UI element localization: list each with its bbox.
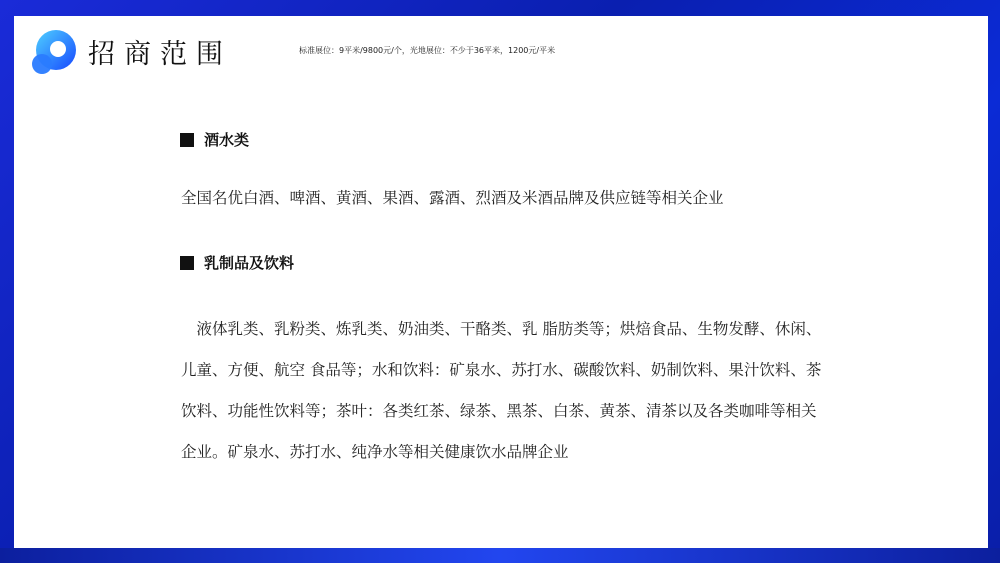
section-heading-label: 酒水类 (204, 131, 250, 149)
slide-frame (14, 16, 988, 548)
paragraph-line: 饮料、功能性饮料等；茶叶：各类红茶、绿茶、黑茶、白茶、黄茶、清茶以及各类咖啡等相关 (181, 402, 817, 420)
section-content-liquor: 全国名优白酒、啤酒、黄酒、果酒、露酒、烈酒及米酒品牌及供应链等相关企业 (181, 189, 724, 207)
page-title: 招商范围 (88, 39, 232, 70)
paragraph-line: 企业。矿泉水、苏打水、纯净水等相关健康饮水品牌企业 (181, 443, 569, 461)
paragraph-line: 液体乳类、乳粉类、炼乳类、奶油类、干酪类、乳 脂肪类等；烘焙食品、生物发酵、休闲、 (181, 320, 822, 338)
section-heading-dairy (180, 252, 294, 273)
section-heading-label: 乳制品及饮料 (204, 254, 295, 272)
paragraph-line: 儿童、方便、航空 食品等；水和饮料：矿泉水、苏打水、碳酸饮料、奶制饮料、果汁饮料、茶 (181, 361, 822, 379)
page-subtitle: 标准展位：9平米/9800元/个，光地展位：不少于36平米，1200元/平米 (299, 46, 556, 55)
bullet-square-icon (180, 256, 194, 270)
section-heading-liquor (180, 129, 249, 150)
logo-icon (28, 26, 80, 78)
section-content-dairy (181, 309, 881, 473)
bullet-square-icon (180, 133, 194, 147)
bottom-decoration (0, 548, 1000, 563)
